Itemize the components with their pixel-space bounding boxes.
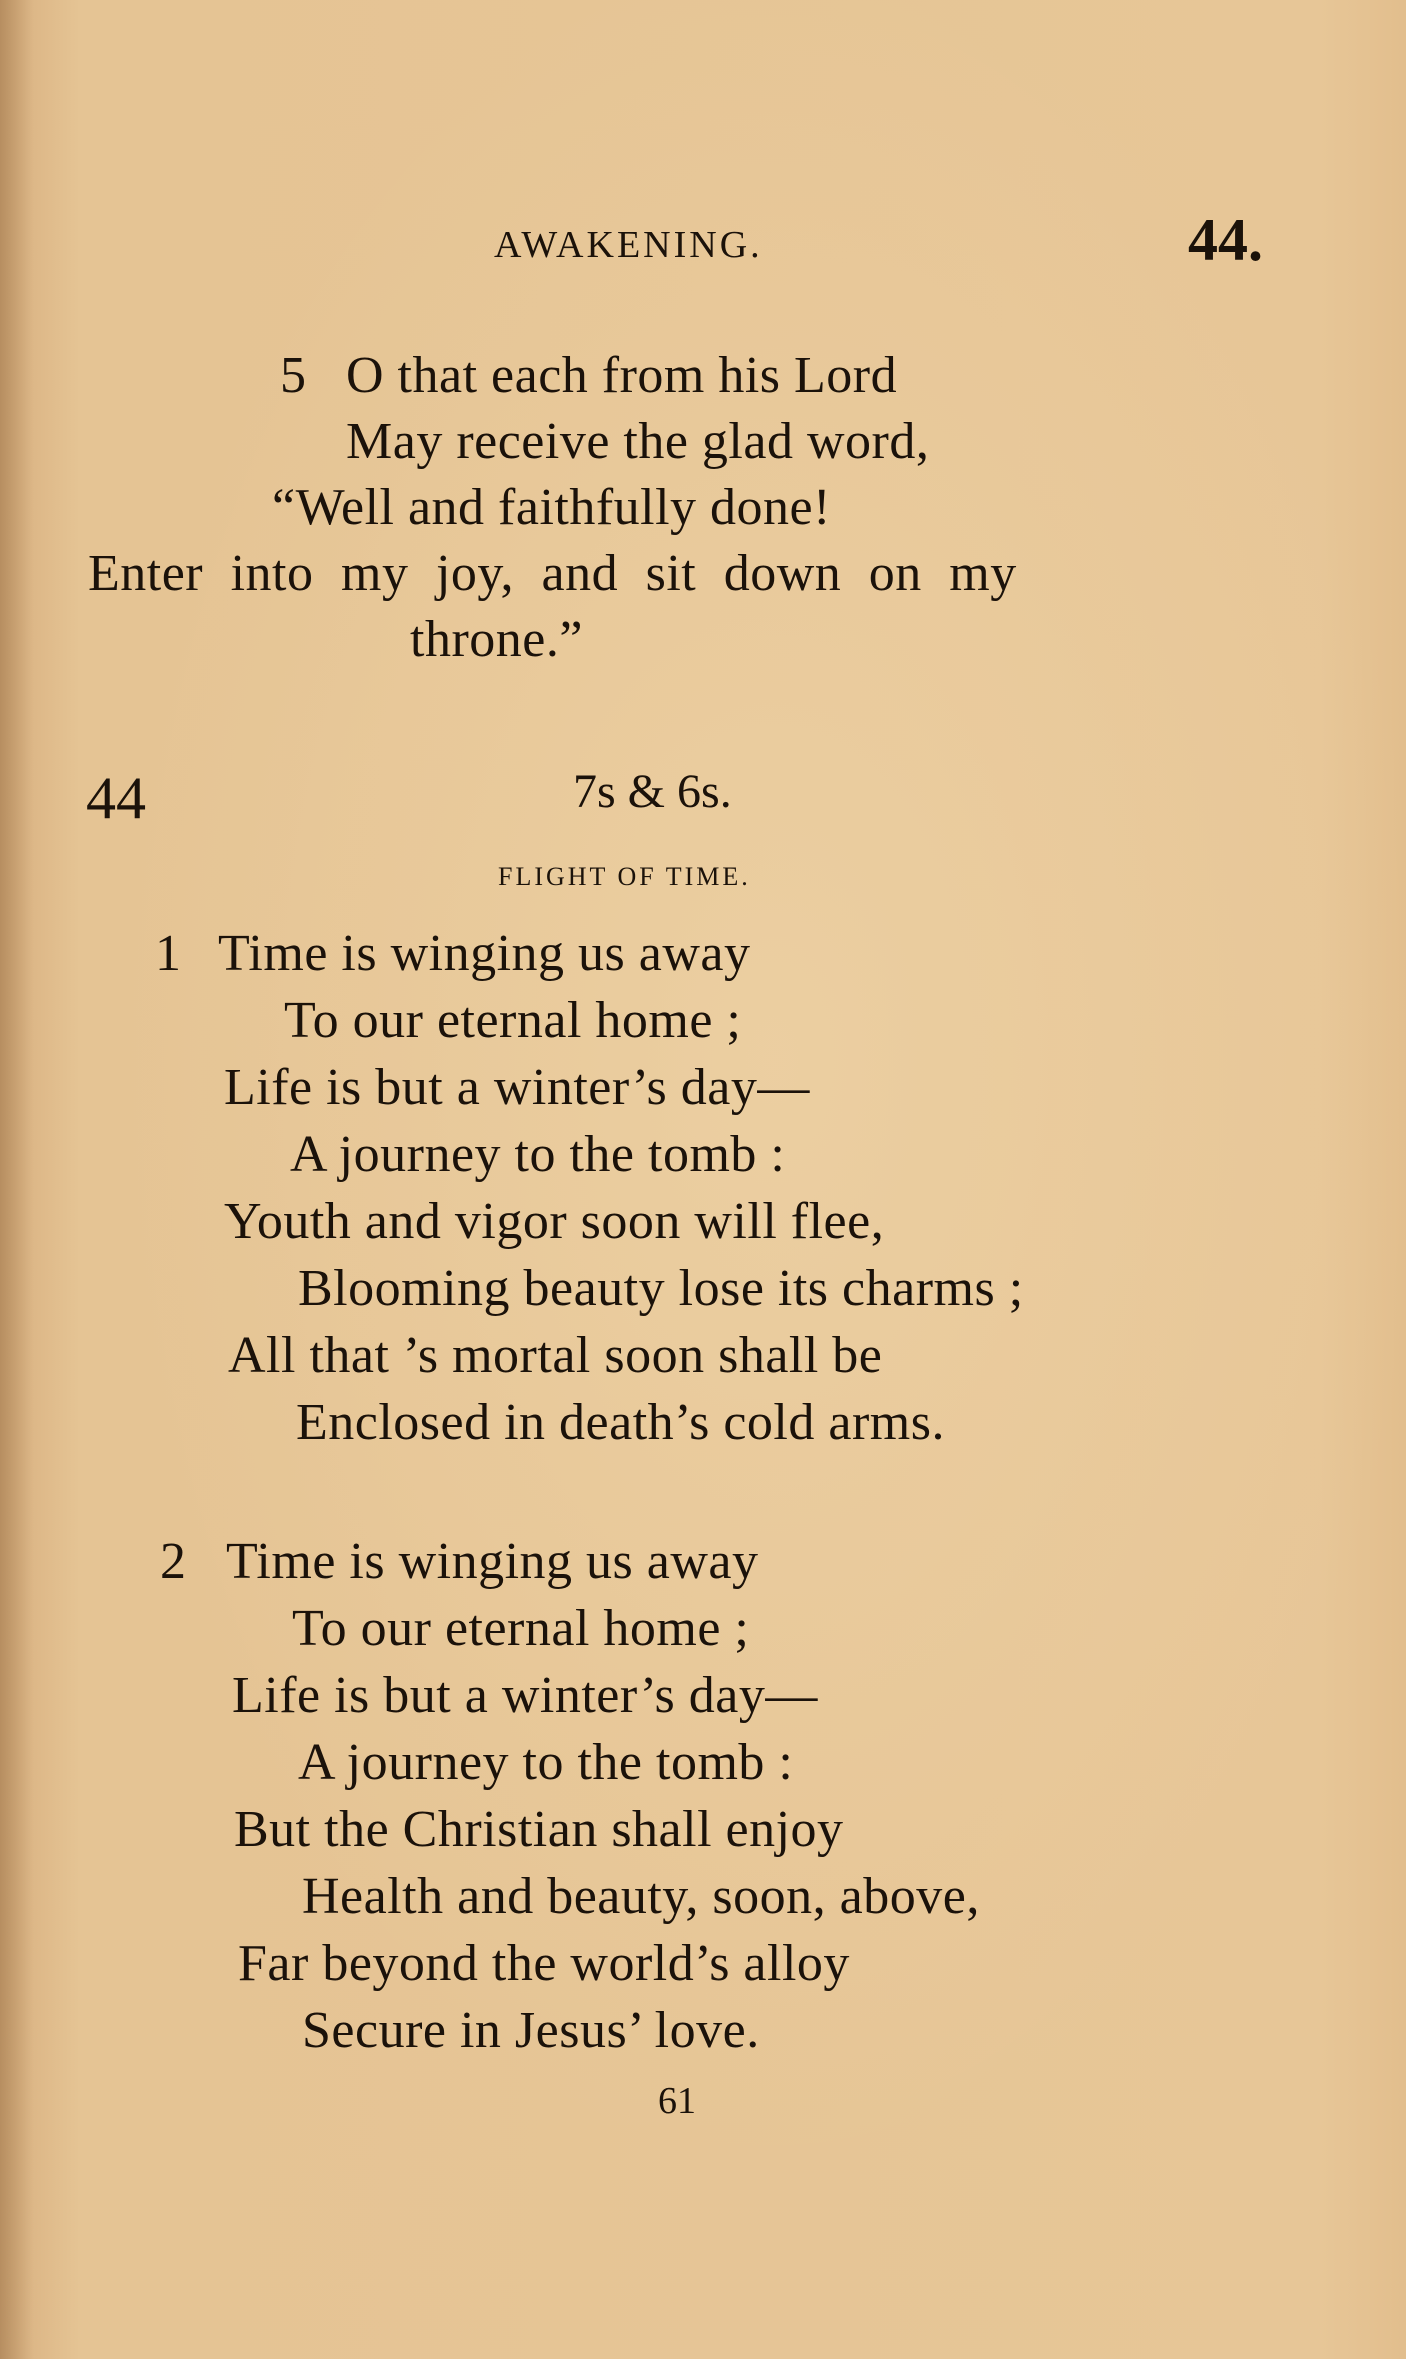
page-number: 61 <box>658 2080 696 2122</box>
verse-line: To our eternal home ; <box>284 992 742 1049</box>
verse-line: “Well and faithfully done! <box>272 479 831 536</box>
verse-line: Time is winging us away <box>218 925 751 982</box>
hymn-number: 44 <box>86 765 146 831</box>
page-edge-shadow <box>0 0 34 2359</box>
verse-line: Youth and vigor soon will flee, <box>224 1193 885 1250</box>
running-header-title: AWAKENING. <box>494 224 763 266</box>
verse-line: To our eternal home ; <box>292 1600 750 1657</box>
verse-line: All that ’s mortal soon shall be <box>228 1327 883 1384</box>
verse-line: Secure in Jesus’ love. <box>302 2002 760 2059</box>
verse-line: Health and beauty, soon, above, <box>302 1868 980 1925</box>
verse-line: Enter into my joy, and sit down on my <box>88 545 1017 602</box>
verse-line: A journey to the tomb : <box>298 1734 794 1791</box>
verse-line: Blooming beauty lose its charms ; <box>298 1260 1024 1317</box>
verse-line: A journey to the tomb : <box>290 1126 786 1183</box>
verse-line: Far beyond the world’s alloy <box>238 1935 850 1992</box>
hymn-title: FLIGHT OF TIME. <box>498 862 751 891</box>
verse-line: May receive the glad word, <box>346 413 930 470</box>
verse-line: But the Christian shall enjoy <box>234 1801 844 1858</box>
running-header-number: 44. <box>1188 207 1263 273</box>
verse-line: Enclosed in death’s cold arms. <box>296 1394 945 1451</box>
verse-line: Life is but a winter’s day— <box>224 1059 810 1116</box>
verse-line: Time is winging us away <box>226 1533 759 1590</box>
stanza-number: 2 <box>160 1533 186 1590</box>
verse-line: throne.” <box>410 611 583 668</box>
stanza-number: 5 <box>280 347 306 404</box>
verse-line: O that each from his Lord <box>346 347 898 404</box>
stanza-number: 1 <box>155 925 181 982</box>
verse-line: Life is but a winter’s day— <box>232 1667 818 1724</box>
hymn-meter: 7s & 6s. <box>573 765 732 818</box>
